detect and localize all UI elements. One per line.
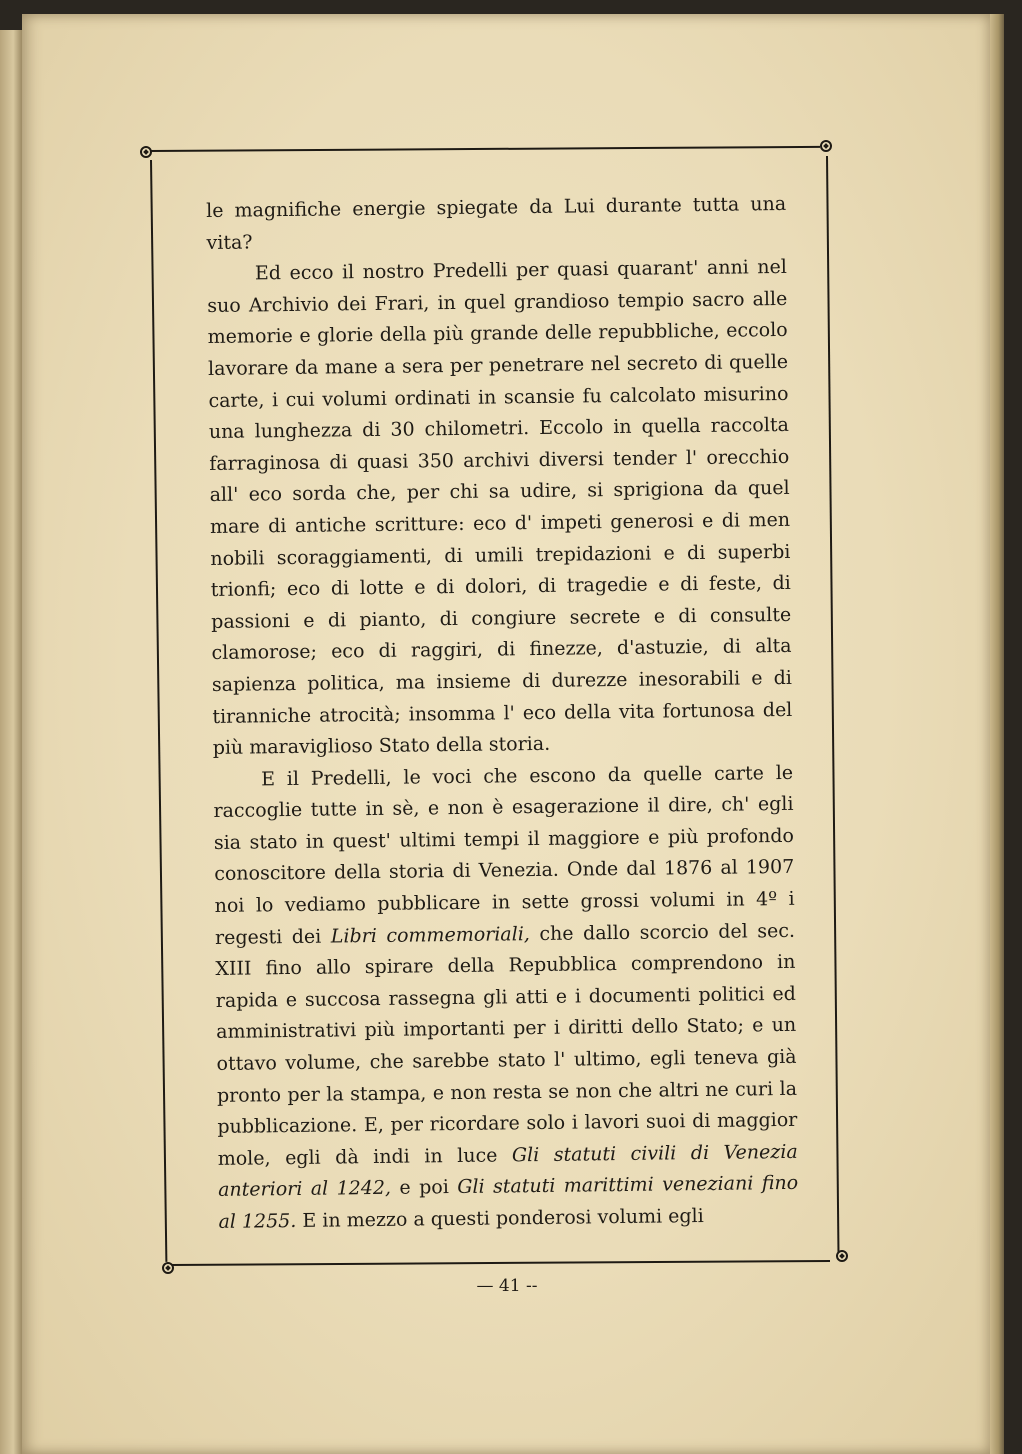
paragraph xyxy=(207,252,793,765)
paragraph-text: E in mezzo a questi ponderosi volumi egli xyxy=(296,1204,704,1232)
frame-corner-ornament-top-right xyxy=(820,140,832,152)
paragraph xyxy=(206,189,787,259)
page-edge-shadow xyxy=(990,14,1004,1454)
frame-corner-ornament-bottom-left xyxy=(162,1262,174,1274)
page-number: — 41 -- xyxy=(476,1276,538,1296)
paragraph xyxy=(213,758,799,1239)
frame-corner-ornament-bottom-right xyxy=(836,1250,848,1262)
paragraph-text: e poi xyxy=(390,1176,458,1200)
previous-page-edge xyxy=(0,30,22,1454)
paragraph-text: le magnifiche energie spiegate da Lui durante tutta una vita? xyxy=(206,192,787,254)
italic-title-text: Gli statuti civili di Venezia anteriori al 1242, xyxy=(218,1140,798,1202)
frame-corner-ornament-top-left xyxy=(140,146,152,158)
italic-title-text: Libri commemoriali, xyxy=(330,922,531,948)
paragraph-text: che dallo scorcio del sec. XIII fino allo spirare della Repubblica comprendono in rapida e succosa rassegna gli atti e i documenti politici ed amministrativi più importanti per i diritti dello Stato; e un ottavo volume, che sarebbe stato l' ultimo, egli teneva già pronto per la stampa, e non resta se non che altri ne curi la pubblicazione. E, per ricordare solo i lavori suoi di maggior mole, egli dà indi in luce xyxy=(215,919,798,1170)
italic-title-text: Gli statuti marittimi veneziani fino al 1255. xyxy=(218,1172,799,1233)
paragraph-text: Ed ecco il nostro Predelli per quasi quarant' anni nel suo Archivio dei Frari, in quel grandioso tempio sacro alle memorie e glorie della più grande delle repubbliche, eccolo lavorare da mane a sera per penetrare nel secreto di quelle carte, i cui volumi ordinati in scansie fu calcolato misurino una lunghezza di 30 chilometri. Eccolo in quella raccolta farraginosa di quasi 350 archivi diversi tender l' orecchio all' eco sorda che, per chi sa udire, si sprigiona da quel mare di antiche scritture: eco d' impeti generosi e di men nobili scoraggiamenti, di umili trepidazioni e di superbi trionfi; eco di lotte e di dolori, di tragedie e di feste, di passioni e di pianto, di congiure secrete e di consulte clamorose; eco di raggiri, di finezze, d'astuzie, di alta sapienza politica, ma insieme di durezze inesorabili e di tiranniche atrocità; insomma l' eco della vita fortunosa del più maraviglioso Stato della storia. xyxy=(207,256,793,760)
body-text xyxy=(206,189,799,1239)
paragraph-text: E il Predelli, le voci che escono da quelle carte le raccoglie tutte in sè, e non è esagerazione il dire, ch' egli sia stato in quest' ultimi tempi il maggiore e più profondo conoscitore della storia di Venezia. Onde dal 1876 al 1907 noi lo vediamo pubblicare in sette grossi volumi in 4º i regesti dei xyxy=(213,761,795,949)
